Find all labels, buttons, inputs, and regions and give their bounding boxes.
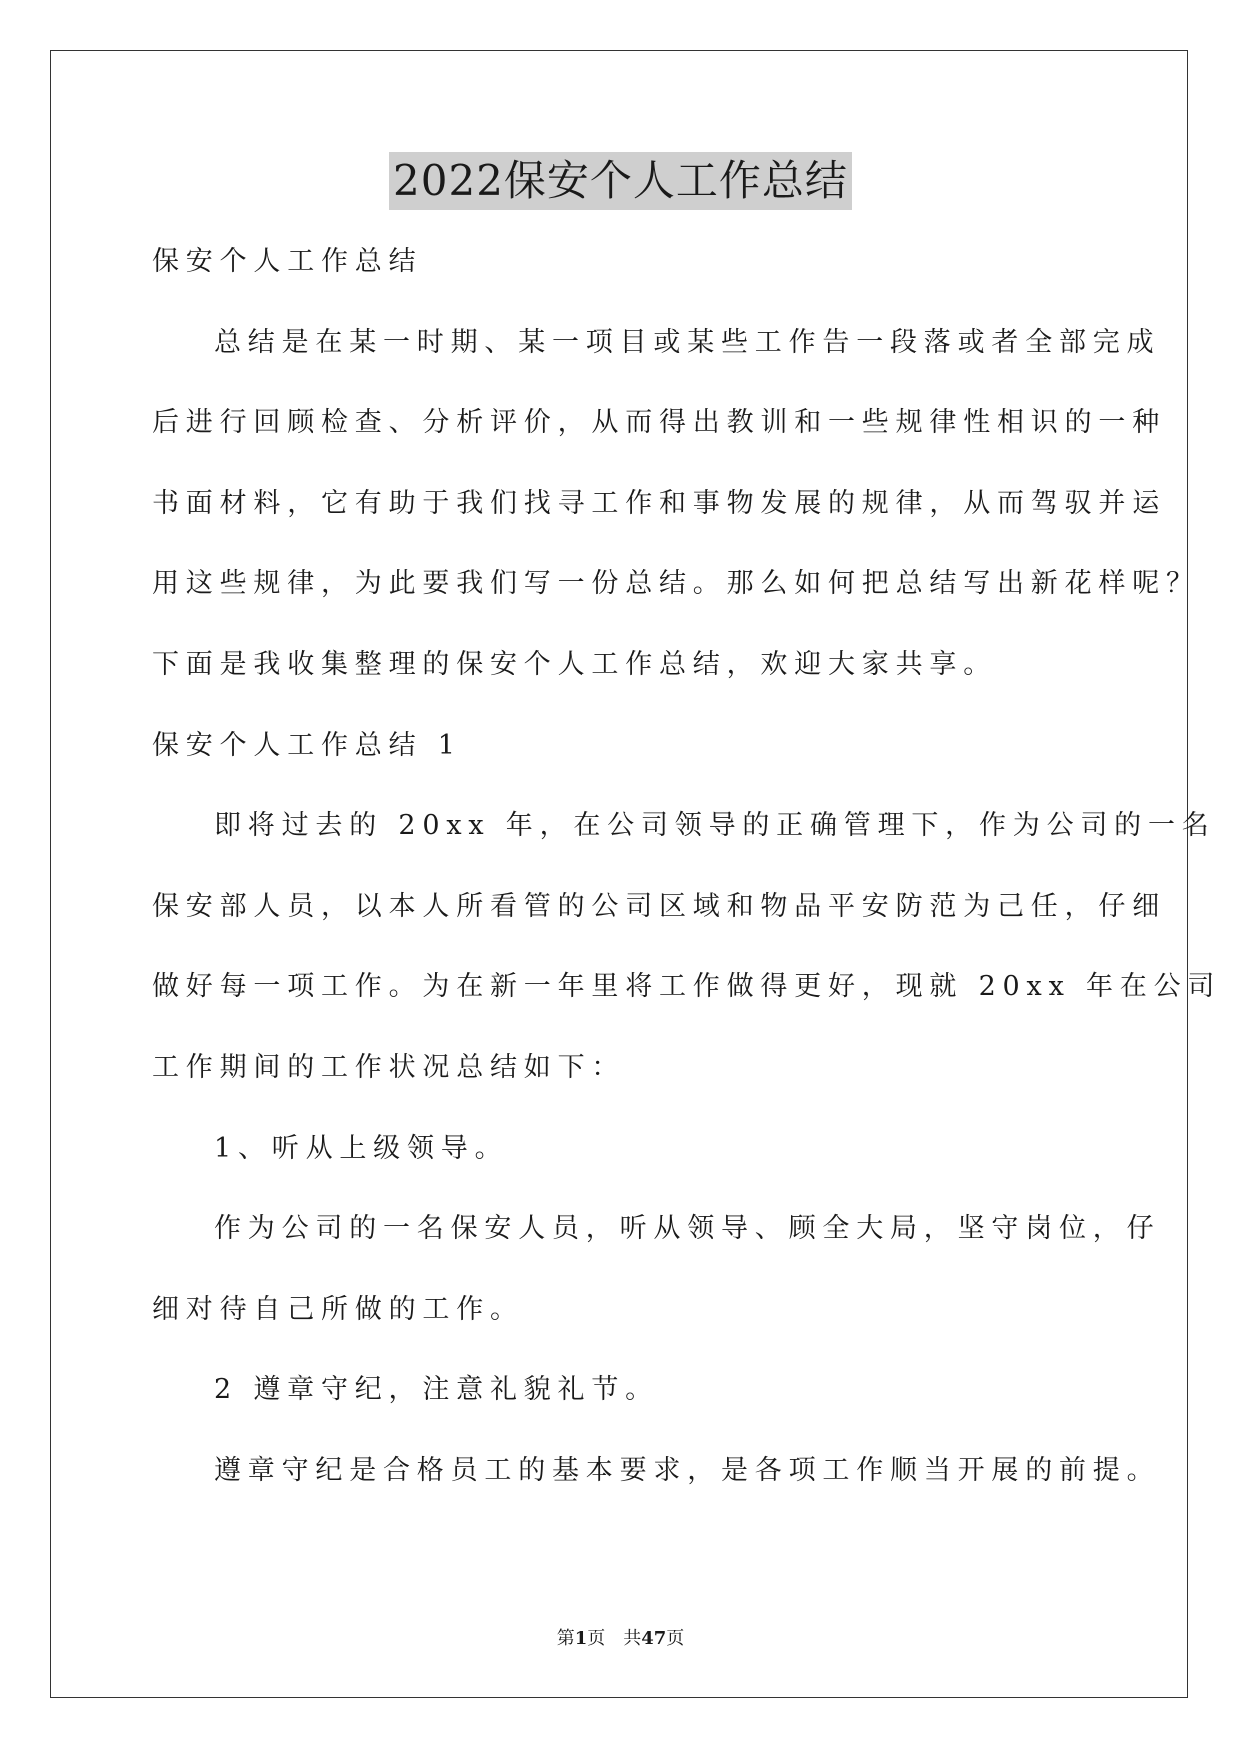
section-heading: 保安个人工作总结 1: [152, 729, 462, 761]
document-title: 2022保安个人工作总结: [389, 152, 852, 210]
body-line: 即将过去的 20xx 年，在公司领导的正确管理下，作为公司的一名: [214, 810, 1216, 842]
body-line: 工作期间的工作状况总结如下：: [152, 1051, 626, 1083]
body-line: 书面材料，它有助于我们找寻工作和事物发展的规律，从而驾驭并运: [152, 487, 1166, 519]
body-line: 细对待自己所做的工作。: [152, 1293, 524, 1325]
body-line: 保安个人工作总结: [152, 246, 423, 277]
body-line: 用这些规律，为此要我们写一份总结。那么如何把总结写出新花样呢？: [152, 568, 1200, 600]
total-prefix: 共: [623, 1628, 642, 1649]
body-line: 总结是在某一时期、某一项目或某些工作告一段落或者全部完成: [214, 326, 1161, 358]
body-line: 后进行回顾检查、分析评价，从而得出教训和一些规律性相识的一种: [152, 407, 1166, 439]
body-line: 下面是我收集整理的保安个人工作总结，欢迎大家共享。: [152, 648, 997, 680]
page-prefix: 第: [556, 1628, 575, 1649]
page-number: 1: [574, 1628, 588, 1649]
body-line: 遵章守纪是合格员工的基本要求，是各项工作顺当开展的前提。: [214, 1454, 1161, 1486]
body-line: 作为公司的一名保安人员，听从领导、顾全大局，坚守岗位，仔: [214, 1213, 1161, 1245]
list-item-heading: 1、听从上级领导。: [214, 1132, 509, 1164]
document-body: [152, 238, 1222, 1528]
page-footer: [0, 1626, 1241, 1652]
body-line: 保安部人员，以本人所看管的公司区域和物品平安防范为己任，仔细: [152, 890, 1166, 922]
total-pages: 47: [641, 1628, 667, 1649]
body-line: 做好每一项工作。为在新一年里将工作做得更好，现就 20xx 年在公司: [152, 971, 1222, 1003]
total-suffix: 页: [666, 1628, 685, 1649]
list-item-heading: 2 遵章守纪，注意礼貌礼节。: [214, 1374, 659, 1406]
page-suffix: 页: [587, 1628, 606, 1649]
title-container: [0, 152, 1241, 210]
